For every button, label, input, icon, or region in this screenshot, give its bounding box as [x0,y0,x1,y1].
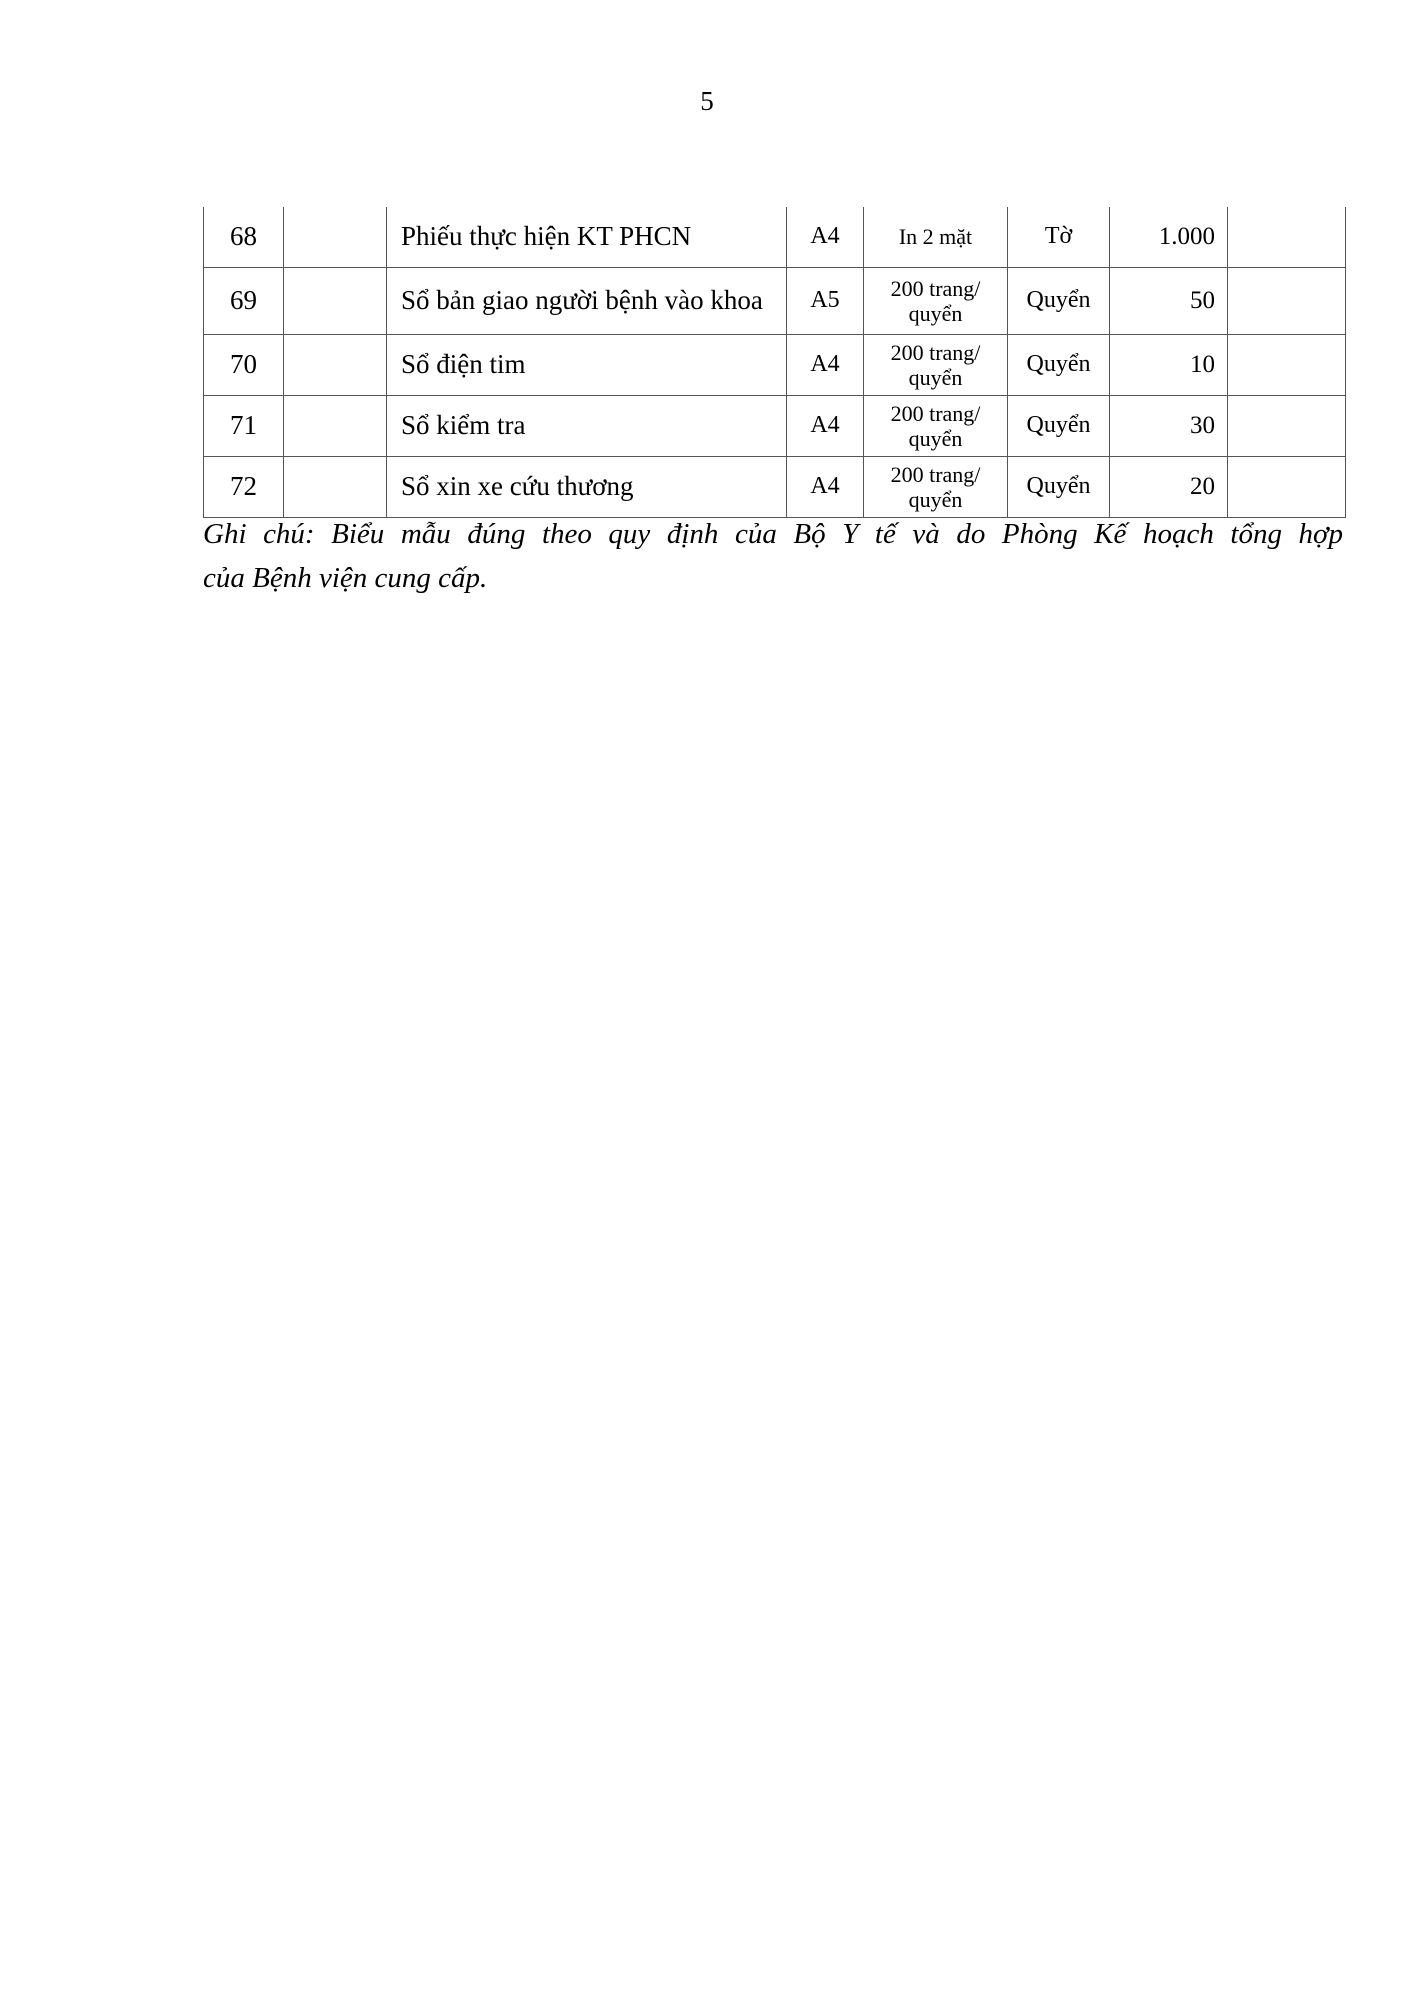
row-note [1228,456,1346,517]
page-number: 5 [700,86,714,116]
row-size: A4 [787,207,864,267]
row-code [284,334,387,395]
row-name: Phiếu thực hiện KT PHCN [387,207,787,267]
table-row [204,207,1346,267]
row-stt: 71 [204,395,284,456]
row-unit: Tờ [1008,207,1110,267]
row-name: Sổ bản giao người bệnh vào khoa [387,267,787,334]
row-stt: 70 [204,334,284,395]
row-name: Sổ xin xe cứu thương [387,456,787,517]
row-size: A4 [787,395,864,456]
row-name: Sổ kiểm tra [387,395,787,456]
supply-table [203,207,1346,518]
footnote-line-1: Ghi chú: Biểu mẫu đúng theo quy định của Bộ Y tế và do Phòng Kế hoạch tổng hợp [203,518,1343,550]
row-spec: 200 trang/ quyển [864,267,1008,334]
footnote [203,512,1343,600]
table-row [204,456,1346,517]
row-quantity: 10 [1110,334,1228,395]
footnote-line-2: của Bệnh viện cung cấp. [203,562,488,594]
row-note [1228,395,1346,456]
row-unit: Quyển [1008,395,1110,456]
row-size: A5 [787,267,864,334]
row-code [284,267,387,334]
row-unit: Quyển [1008,334,1110,395]
row-note [1228,207,1346,267]
row-name: Sổ điện tim [387,334,787,395]
row-code [284,395,387,456]
row-stt: 72 [204,456,284,517]
row-code [284,207,387,267]
row-quantity: 20 [1110,456,1228,517]
table-row [204,334,1346,395]
row-spec: 200 trang/ quyển [864,395,1008,456]
table-row [204,395,1346,456]
row-quantity: 30 [1110,395,1228,456]
row-size: A4 [787,456,864,517]
row-spec: 200 trang/ quyển [864,456,1008,517]
table-row [204,267,1346,334]
table-body [204,207,1346,517]
row-spec: In 2 mặt [864,207,1008,267]
row-note [1228,267,1346,334]
row-quantity: 50 [1110,267,1228,334]
row-spec: 200 trang/ quyển [864,334,1008,395]
row-code [284,456,387,517]
row-stt: 69 [204,267,284,334]
row-unit: Quyển [1008,456,1110,517]
row-stt: 68 [204,207,284,267]
row-unit: Quyển [1008,267,1110,334]
row-quantity: 1.000 [1110,207,1228,267]
row-note [1228,334,1346,395]
row-size: A4 [787,334,864,395]
